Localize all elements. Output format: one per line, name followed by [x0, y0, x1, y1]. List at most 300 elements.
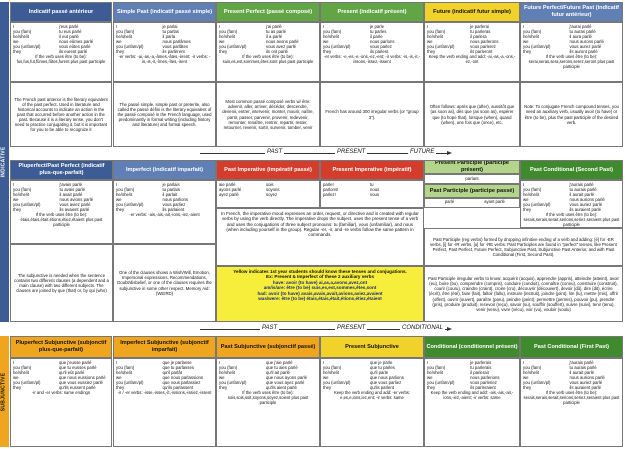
verb-form: il aurait parlé: [569, 192, 595, 198]
subject-label: they: [13, 49, 22, 55]
verb-form: je parlerai: [470, 24, 490, 29]
subject-label: you (unfam/pl): [427, 44, 455, 50]
conjugation-pluperfect-grid: [13, 182, 110, 212]
timeline-arrow: [447, 151, 452, 155]
ending-rule: -ir and -er verbs: same endings: [32, 390, 90, 396]
verb-form: nous eûmes parlé: [59, 39, 94, 45]
subject-label: we: [427, 375, 433, 381]
tense-note-sp: [113, 82, 216, 147]
weird-note: [113, 244, 216, 322]
tense-note-pr: [216, 82, 320, 147]
verb-form: nous aurions parlé: [569, 197, 605, 203]
subject-label: he/she/it: [116, 192, 133, 198]
verb-form: tu aurais parlé: [569, 365, 597, 371]
tense-note-pa: [10, 82, 112, 147]
tense-note-fut: [424, 82, 520, 147]
verb-form: parlez!: [323, 192, 336, 198]
verb-form: vous avez parlé: [265, 44, 297, 50]
tense-note-sp-text: The passé simple, simple past or preterite, also called the passé défini is the literary equivalent of the passé composé in the French language, used predominantly in formal writing (including history and literature) and formal speech.: [117, 101, 212, 128]
timeline-label: PAST: [267, 149, 283, 155]
subject-label: we: [13, 197, 19, 203]
verb-form: tu parleras: [470, 29, 491, 35]
subject-label: I: [323, 360, 325, 365]
conjugation-cond: [424, 358, 520, 447]
verb-form: nous parlâmes: [162, 39, 191, 45]
subject-label: they: [523, 385, 532, 391]
tense-header-cond: Conditional (conditionnel présent): [424, 336, 520, 358]
past-participle-value: [424, 198, 520, 208]
tense-header-pluperfect: Pluperfect/Past Perfect (indicatif plus-que-parfait): [10, 160, 113, 180]
verb-form: qu'ils parlent: [369, 385, 394, 391]
side-label-text: INDICATIVE: [0, 146, 7, 178]
verb-form: vous eûtes parlé: [59, 44, 91, 50]
verb-form: j'avais parlé: [59, 182, 83, 187]
subject-label: I: [116, 360, 118, 365]
subject-label: they: [13, 385, 22, 391]
verb-form: ils ont parlé: [265, 49, 288, 55]
ending-rule: If the verb uses être (to be): étais,étais,était,étions,étiez,étaient plus past participle: [20, 212, 103, 228]
past-participle-irregular: [424, 266, 623, 322]
verb-form: il parle: [369, 34, 383, 40]
conjugation-pres: [320, 22, 424, 82]
present-participle-header: Present Participle (participe présent): [424, 160, 520, 174]
subject-label: I: [523, 182, 525, 187]
ending-rule: -er verbs: -e,-es,-e,-ons,-ez,-ent; -ir verbs: -is,-is,-it,-issons,-issez,-issent: [323, 54, 421, 65]
subject-label: you (unfam/pl): [427, 380, 455, 386]
subject-label: you (fam): [116, 365, 135, 371]
legend-line: Yellow indicates 1st year students should know these tenses and conjugations.: [233, 269, 407, 274]
verb-form: nous parlons: [369, 39, 395, 45]
subject-label: you (unfam/pl): [323, 380, 351, 386]
past-participle-form: ayant parlé: [484, 199, 505, 204]
verb-form: que nous parlassions: [162, 375, 204, 381]
subject-label: we: [323, 375, 329, 381]
verb-form: tu as parlé: [265, 29, 287, 35]
verb-form: il parlera: [470, 34, 487, 40]
subject-label: we: [427, 39, 433, 45]
subject-label: we: [219, 375, 225, 381]
ending-rule: If the verb uses être (to be): suis,es,est,sommes,êtes,sont plus past participle: [222, 54, 314, 65]
verb-form: ils parleraient: [470, 385, 496, 391]
verb-form: tu aurais parlé: [569, 187, 597, 193]
present-imperative-header: Present Imperative (impératif): [320, 160, 424, 180]
subject-label: he/she/it: [323, 370, 340, 376]
verb-form: vous aurez parlé: [569, 44, 602, 50]
subject-label: we: [13, 375, 19, 381]
subject-label: I: [427, 360, 429, 365]
verb-form: que nous eussions parlé: [59, 375, 106, 381]
subject-label: you (unfam/pl): [219, 380, 247, 386]
verb-form: ils auront parlé: [569, 49, 598, 55]
conjugation-sp-grid: [116, 24, 213, 54]
subject-label: they: [427, 385, 436, 391]
verb-form: je parle: [369, 24, 385, 29]
present-imperative-forms: [320, 180, 424, 208]
verb-form: que nous parlions: [369, 375, 404, 381]
tense-note-pres-text: French has around 300 irregular verbs (or "group 3").: [325, 109, 419, 120]
conjugation-fp-grid: [523, 24, 620, 54]
timeline-label: PAST: [262, 325, 278, 331]
verb-form: que vous parliez: [369, 380, 402, 386]
tense-header-sp: Simple Past (indicatif passé simple): [113, 2, 216, 22]
verb-form: nous: [369, 187, 380, 193]
verb-form: ils eurent parlé: [59, 49, 88, 55]
past-imperative-header: Past Imperative (impératif passé): [216, 160, 320, 180]
conjugation-pa: [10, 22, 112, 82]
verb-form: j'eus parlé: [59, 24, 79, 29]
conjugation-plp-grid: [13, 360, 109, 390]
tense-header-fut: Future (indicatif futur simple): [424, 2, 520, 22]
verb-form: que tu parlasses: [162, 365, 194, 371]
weird-note-text: One of the clauses shows a Wish/Will, Emotion, Impersonal expressions, Recommendations, Doubt/disbelief, or one of the clauses requires the subjunctive in some other respect. Memory Aid: (WEIRD): [117, 270, 212, 296]
verb-form: que vous eussiez parlé: [59, 380, 103, 386]
subject-label: they: [323, 49, 332, 55]
verb-form: nous parlerions: [470, 375, 500, 381]
verb-form: vous aviez parlé: [59, 202, 91, 208]
verb-form: je parlai: [162, 24, 178, 29]
subject-label: I: [13, 182, 15, 187]
tense-note-pr-text: Most common passé composé verbs w/ être: advenir, aller, arriver, décéder, descendre, devenir, entrer, intervenir, monter, mourir, naître, partir, passer, parvenir, provenir, redevenir, remonter, renaître, rentrer, repartir, rester, retourner, revenir, sortir, survenir, tomber, venir: [222, 99, 314, 130]
verb-form: nous avons parlé: [265, 39, 299, 45]
ending-rule: Keep the verb ending and add: -er verbs: e,es,e,ions,iez,ent; -ir verbs: same: [333, 390, 411, 401]
subject-label: he/she/it: [523, 192, 540, 198]
conjugation-ps-grid: [323, 360, 421, 390]
subject-label: we: [523, 39, 529, 45]
verb-form: je parlais: [162, 182, 180, 187]
verb-form: qu'il eût parlé: [59, 370, 85, 376]
verb-form: il avait parlé: [59, 192, 83, 198]
subject-label: you (unfam/pl): [523, 202, 551, 208]
subject-label: I: [116, 182, 118, 187]
subject-label: he/she/it: [13, 192, 30, 198]
subject-label: I: [13, 360, 15, 365]
subject-label: you (unfam/pl): [13, 202, 41, 208]
subjunctive-note-text: The subjunctive is needed when the sentence contains two different clauses (a dependent and a main clause) with two different subjects. The clauses are joined by que (that) or, by qui (who): [14, 272, 109, 294]
subject-label: I: [219, 360, 221, 365]
subject-label: I: [523, 360, 525, 365]
verb-form: qu'ils eussent parlé: [59, 385, 96, 391]
subject-label: they: [116, 385, 125, 391]
tense-note-pa-text: The French past anterior is the literary equivalent of the past perfect. Used in literature and historical accounts to indicate an action in the past that occurred before another action in the past. Because it is a literary tense, you don't need to practice conjugating it, but it is important for you to be able to recognize it: [14, 96, 108, 133]
subject-label: he/she/it: [116, 34, 133, 40]
verb-form: que nous ayons parlé: [265, 375, 308, 381]
verb-form: vous parlez: [369, 44, 392, 50]
verb-form: nous parlions: [162, 197, 189, 203]
subject-label: you (fam): [116, 187, 135, 193]
verb-form: nous parlerons: [470, 39, 499, 45]
subject-label: I: [427, 24, 429, 29]
subject-label: they: [523, 49, 532, 55]
verb-form: vous parliez: [162, 202, 186, 208]
verb-form: ils parleront: [470, 49, 493, 55]
subject-label: you (fam): [523, 187, 542, 193]
conjugation-imperfect-grid: [116, 182, 213, 212]
verb-form: qu'ils aient parlé: [265, 385, 297, 391]
subject-label: he/she/it: [523, 370, 540, 376]
past-conditional-second-header: Past Conditional (Second Past): [520, 160, 623, 180]
timeline-label: PRESENT: [337, 325, 366, 331]
tense-note-fut-text: Often follows: après que (after), aussitôt que (as soon as), dès que (as soon as), espérer que (to hope that), lorsque (when), quand (when), une fois que (once), etc.: [429, 104, 515, 125]
tense-header-imperfect: Imperfect (indicatif imparfait): [113, 160, 216, 180]
verb-form: ils parlent: [369, 49, 389, 55]
subject-label: you (fam): [219, 365, 238, 371]
ending-rule: Keep the verb ending and add: -ais,-ais,-ait,-ions,-iez,-aient; -ir verbs: same: [430, 390, 514, 401]
subject-label: they: [219, 385, 228, 391]
verb-form: soyez: [265, 192, 278, 198]
verb-form: nous aurons parlé: [569, 39, 604, 45]
timeline: [200, 324, 450, 334]
past-imperative-forms: [216, 180, 320, 208]
verb-form: tu parlerais: [470, 365, 492, 371]
verb-form: que je parlasse: [162, 360, 192, 365]
verb-form: que vous parlassiez: [162, 380, 201, 386]
ending-rule: -ir / -er verbs: -isse,-isses,-ît,-issions,-issiez,-issent: [117, 390, 212, 396]
verb-form: j'aurais parlé: [569, 182, 594, 187]
subject-label: he/she/it: [323, 34, 340, 40]
verb-form: il eut parlé: [59, 34, 79, 40]
verb-form: vous parlerez: [470, 44, 496, 50]
ending-rule: If the verb uses être (to be): fus,fus,fut,fûmes,fûtes,furent plus past participle: [16, 54, 106, 65]
verb-form: vous auriez parlé: [569, 202, 603, 208]
verb-form: j'aurais parlé: [569, 360, 594, 365]
tense-header-imps: Imperfect Subjunctive (subjonctif imparfait): [113, 336, 216, 358]
verb-form: soyons: [265, 187, 280, 193]
verb-form: ils avaient parlé: [59, 207, 90, 213]
verb-form: tu: [369, 182, 374, 187]
tense-header-pres: Present (indicatif présent): [320, 2, 424, 22]
verb-form: qu'ils parlassent: [162, 385, 194, 391]
present-imperative-grid: [323, 182, 421, 197]
subject-label: he/she/it: [13, 370, 30, 376]
verb-form: vous: [369, 192, 380, 198]
verb-form: il parla: [162, 34, 176, 40]
tense-note-pres: [320, 82, 424, 147]
subject-label: you (fam): [13, 187, 32, 193]
subjunctive-note: [10, 244, 113, 322]
subject-label: you (unfam/pl): [116, 380, 144, 386]
conjugation-pr: [216, 22, 320, 82]
verb-form: j'aurai parlé: [569, 24, 592, 29]
past-participle-regular: [424, 228, 623, 266]
timeline-arrow: [447, 327, 452, 331]
verb-form: tu parlas: [162, 29, 179, 35]
verb-form: tu eus parlé: [59, 29, 82, 35]
subject-label: I: [323, 24, 325, 29]
subject-label: we: [523, 375, 529, 381]
verb-form: il a parlé: [265, 34, 283, 40]
conjugation-pres-grid: [323, 24, 421, 54]
verb-form: tu parlais: [162, 187, 180, 193]
verb-form: il parlerait: [470, 370, 489, 376]
verb-form: que je parle: [369, 360, 393, 365]
subject-label: you (fam): [427, 365, 446, 371]
conjugation-imps: [113, 358, 216, 447]
verb-form: parle!: [323, 182, 334, 187]
tense-header-plp: Pluperfect Subjunctive (subjonctif plus-que-parfait): [10, 336, 112, 358]
conjugation-pst: [216, 358, 320, 447]
conjugation-pluperfect: [10, 180, 113, 244]
verb-form: ils parlaient: [162, 207, 185, 213]
subject-label: you (fam): [219, 29, 238, 35]
verb-form: que j'eusse parlé: [59, 360, 92, 365]
verb-form: parlons!: [323, 187, 339, 193]
side-label-subjunctive: [0, 336, 9, 447]
tense-note-fp: [520, 82, 623, 147]
subject-label: he/she/it: [427, 370, 444, 376]
verb-form: ils auraient parlé: [569, 385, 601, 391]
subject-label: he/she/it: [427, 34, 444, 40]
ending-rule: -er verbs: -ais,-ais,-ait,-ions,-iez,-aient: [129, 212, 200, 218]
subject-label: you (unfam/pl): [523, 380, 551, 386]
verb-form: il aurait parlé: [569, 370, 595, 376]
verb-form: que tu parles: [369, 365, 395, 371]
timeline: [200, 148, 450, 158]
subject-label: you (fam): [13, 29, 32, 35]
subject-label: he/she/it: [116, 370, 133, 376]
subject-label: I: [219, 24, 221, 29]
side-label-text: SUBJUNCTIVE: [0, 372, 7, 411]
ending-rule: If the verb uses être (to be): sois,sois,soit,soyons,soyez,soient plus past participle: [227, 390, 309, 406]
conjugation-past-conditional-second: [520, 180, 623, 228]
verb-form: tu avais parlé: [59, 187, 86, 193]
subject-label: we: [323, 39, 329, 45]
subject-label: you (fam): [427, 29, 446, 35]
verb-form: vous parlâtes: [162, 44, 189, 50]
conjugation-past-conditional-second-grid: [523, 182, 620, 212]
conjugation-pa-grid: [13, 24, 109, 54]
tense-note-fp-text: Note: To conjugate French compound tenses, you need an auxiliary verb, usually avoir (to have) or être (to be), plus the past participle of the desired verb.: [524, 104, 619, 125]
conjugation-cfp: [520, 358, 623, 447]
verb-form: vous auriez parlé: [569, 380, 603, 386]
verb-form: ils parlèrent: [162, 49, 185, 55]
verb-form: il parlait: [162, 192, 178, 198]
subject-label: he/she/it: [13, 34, 30, 40]
legend-line: am/is/are: être (to be) suis,es,est,sommes,êtes,sont: [263, 285, 377, 291]
subject-label: they: [116, 49, 125, 55]
verb-form: qu'il parlât: [162, 370, 182, 376]
subject-label: he/she/it: [219, 34, 236, 40]
verb-form: tu parles: [369, 29, 387, 35]
subject-label: you (unfam/pl): [219, 44, 247, 50]
subject-label: we: [13, 39, 19, 45]
ending-rule: -er verbs: -ai,-as,-a,-âmes,-âtes,-èrent; -ir verbs: -is,-is,-it,-îmes,-îtes,-irent: [118, 54, 211, 65]
verb-form: ayez parlé: [219, 192, 239, 198]
past-participle-regular-text: Past Participle (reg verbs) formed by dropping infinitive ending of a verb and adding: [é] for -ER verbs, [i] for -IR verbs, [u] for -RE verbs. Past Participles are found in "perfect" tenses, like Present Perfect, Past Perfect, Future Perfect, Subjunctive Past, Subjunctive Past Anterior, and with Past Conditional (First, Second Past).: [430, 236, 617, 258]
past-imperative-grid: [219, 182, 317, 197]
conjugation-cfp-grid: [523, 360, 620, 390]
subject-label: you (unfam/pl): [323, 44, 351, 50]
verb-form: il aura parlé: [569, 34, 592, 40]
subject-label: we: [219, 39, 225, 45]
verb-form: aie parlé: [219, 182, 236, 187]
subject-label: you (fam): [523, 29, 542, 35]
subject-label: we: [116, 39, 122, 45]
subject-label: we: [523, 197, 529, 203]
subject-label: I: [116, 24, 118, 29]
subject-label: you (fam): [13, 365, 32, 371]
ending-rule: If the verb uses être (to be): serais,serais,serait,serions,seriez,seraient plus past participle: [523, 390, 620, 406]
past-participle-irregular-text: Past Participle irregular verbs to know: acquérir (acquis), apprendre (appris), atteindre (atteint), avoir (eu), boire (bu), comprendre (compris), conduire (conduit), connaître (connu), construire (construit), courir (couru), craindre (craint), croire (cru), découvrir (découvert), devoir (dû), dire (dit), écrire (écrit), être (été), faire (fait), falloir (fallu), instruire (instruit), joindre (joint), lire (lu), mettre (mis), offrir (offert), ouvrir (ouvert), paraître (paru), peindre (peint), permettre (permis), pouvoir (pu), prendre (pris), produire (produit), recevoir (reçu), savoir (su), souffrir (souffert), suivre (suivi), tenir (tenu), venir (venu), vivre (vécu), voir (vu), vouloir (voulu): [428, 276, 619, 312]
tense-header-ps: Present Subjunctive: [320, 336, 424, 358]
subject-label: you (fam): [323, 29, 342, 35]
past-participle-form: parlé: [444, 199, 455, 204]
subject-label: you (unfam/pl): [116, 202, 144, 208]
subject-label: they: [13, 207, 22, 213]
subject-label: you (unfam/pl): [523, 44, 551, 50]
subject-label: they: [219, 49, 228, 55]
tense-header-pst: Past Subjunctive (subjonctif passé): [216, 336, 320, 358]
side-label-indicative: [0, 2, 9, 322]
tense-header-pr: Present Perfect (passé composé): [216, 2, 320, 22]
conjugation-imps-grid: [116, 360, 213, 390]
verb-form: vous parleriez: [470, 380, 497, 386]
timeline-label: FUTURE: [410, 149, 435, 155]
conjugation-fp: [520, 22, 623, 82]
past-participle-header: Past Participle (participe passé): [424, 184, 520, 198]
subject-label: we: [116, 375, 122, 381]
subject-label: they: [116, 207, 125, 213]
tense-header-pa: Indicatif passé antérieur: [10, 2, 112, 22]
ending-rule: If the verb uses être (to be): serais,serais,serait,serions,seriez,seraient plus past participle: [523, 212, 620, 228]
legend-line: Ex: Present & Imperfect of these 2 auxiliary verbs: [266, 274, 374, 280]
verb-form: tu auras parlé: [569, 29, 596, 35]
ending-rule: Keep the verb ending and add: -ai,-as,-a,-ons,-ez,-ont: [428, 54, 516, 65]
verb-form: ayons parlé: [219, 187, 242, 193]
verb-form: ils auraient parlé: [569, 207, 601, 213]
subject-label: you (unfam/pl): [13, 44, 41, 50]
present-participle-value: parlant: [424, 174, 520, 184]
legend-line: have: avoir (to have) ai,as,a,avons,avez,ont: [272, 279, 368, 285]
subject-label: he/she/it: [523, 34, 540, 40]
imperative-explanation: In French, the imperative mood expresses an order, request, or directive and is created with regular verbs by using the verb directly. The imperative drops the subject, uses the present tense of a verb and uses the conjugations of three subject pronouns: tu (familiar), vous (unfamiliar), and nous (when including yourself in the group). Regular -er, -ir, and -re verbs follow the same pattern in commands.: [216, 208, 424, 266]
conjugation-imperfect: [113, 180, 216, 244]
verb-form: j'ai parlé: [265, 24, 282, 29]
subject-label: you (fam): [523, 365, 542, 371]
conjugation-pst-grid: [219, 360, 317, 390]
subject-label: they: [523, 207, 532, 213]
subject-label: we: [116, 197, 122, 203]
subject-label: they: [427, 49, 436, 55]
conjugation-fut-grid: [427, 24, 517, 54]
subject-label: you (fam): [323, 365, 342, 371]
conjugation-plp: [10, 358, 112, 447]
yellow-legend: [216, 266, 424, 322]
verb-form: sois: [265, 182, 274, 187]
conjugation-pr-grid: [219, 24, 317, 54]
ending-rule: If the verb uses être (to be): serai,seras,sera,serons,serez,seront plus past participle: [528, 54, 615, 70]
legend-line: was/were: être (to be) étais,étais,était,étions,étiez,étaient: [258, 296, 382, 302]
verb-form: qu'il ait parlé: [265, 370, 290, 376]
verb-form: nous avions parlé: [59, 197, 94, 203]
tense-header-fp: Future Perfect/Future Past (indicatif futur antérieur): [520, 2, 623, 22]
subject-label: I: [523, 24, 525, 29]
subject-label: I: [13, 24, 15, 29]
subject-label: they: [323, 385, 332, 391]
subject-label: he/she/it: [219, 370, 236, 376]
conjugation-ps: [320, 358, 424, 447]
tense-header-cfp: Past Conditional (First Past): [520, 336, 623, 358]
verb-form: nous aurions parlé: [569, 375, 605, 381]
subject-label: you (fam): [116, 29, 135, 35]
subject-label: you (unfam/pl): [13, 380, 41, 386]
timeline-label: CONDITIONAL: [402, 325, 444, 331]
verb-form: que j'aie parlé: [265, 360, 293, 365]
verb-form: je parlerais: [470, 360, 492, 365]
verb-form: que tu aies parlé: [265, 365, 298, 371]
timeline-label: PRESENT: [337, 149, 366, 155]
verb-form: que tu eusses parlé: [59, 365, 97, 371]
verb-form: qu'il parle: [369, 370, 389, 376]
